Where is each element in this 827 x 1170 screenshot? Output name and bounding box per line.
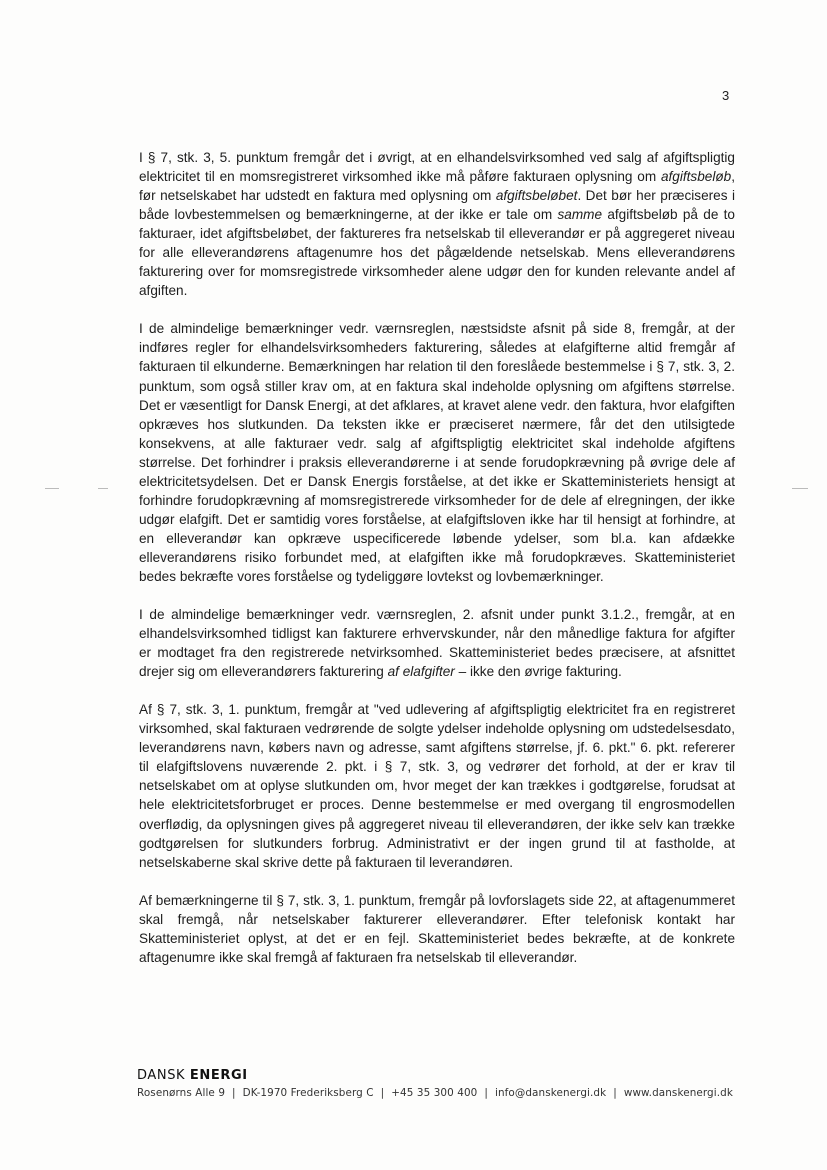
- footer-separator: |: [380, 1087, 385, 1099]
- paragraph-text: I § 7, stk. 3, 5. punktum fremgår det i øvrigt, at en elhandelsvirksomhed ved salg af afgiftspligtig elektricitet til en momsregistreret virksomhed ikke må påføre fakturaen oplysning om: [139, 150, 735, 185]
- paragraph-text: afgiftsbeløb på de to fakturaer, idet afgiftsbeløbet, der faktureres fra netselskab til elleverandør er på aggregeret niveau for alle elleverandørens aftagenumre hos det pågældende netselskab. Mens elleverandørens fakturering over for momsregistrede virksomheder alene udgør den for kunden relevante andel af afgiften.: [139, 207, 735, 299]
- scan-artifact: [792, 488, 808, 489]
- footer-email: info@danskenergi.dk: [494, 1087, 607, 1099]
- company-logo: [137, 1068, 737, 1083]
- body-paragraph: [139, 319, 735, 586]
- letterhead-footer: [137, 1068, 737, 1099]
- paragraph-text: , før netselskabet har udstedt en faktura med oplysning om: [139, 169, 735, 204]
- body-paragraph: [139, 605, 735, 681]
- paragraph-text: . Det bør her præciseres i både lovbestemmelsen og bemærkningerne, at der ikke er tale om: [139, 188, 735, 223]
- emphasized-text: afgiftsbeløbet: [495, 188, 578, 204]
- scan-artifact: [98, 488, 108, 489]
- footer-website: www.danskenergi.dk: [623, 1087, 733, 1099]
- scan-artifact: [45, 488, 59, 489]
- emphasized-text: samme: [557, 207, 603, 223]
- footer-separator: |: [484, 1087, 488, 1099]
- paragraph-text: I de almindelige bemærkninger vedr. værnsreglen, næstsidste afsnit på side 8, fremgår, at der indføres regler for elhandelsvirksomheders fakturering, således at elafgifterne altid fremgår af fakturaen til elkunderne. Bemærkningen har relation til den foreslåede bestemmelse i § 7, stk. 3, 2. punktum, som også stiller krav om, at en faktura skal indeholde oplysning om afgiftens størrelse. Det er væsentligt for Dansk Energi, at det afklares, at kravet alene vedr. den faktura, hvor elafgiften opkræves hos slutkunden. Da teksten ikke er præciseret nærmere, får det den utilsigtede konsekvens, at alle fakturaer vedr. salg af afgiftspligtig elektricitet skal indeholde afgiftens størrelse. Det forhindrer i praksis elleverandørerne i at sende forudopkrævning på øvrige dele af elektricitetsydelsen. Det er Dansk Energis forståelse, at det ikke er Skatteministeriets hensigt at forhindre forudopkrævning af momsregistrerede virksomheder for de dele af elregningen, der ikke udgør elafgift. Det er samtidig vores forståelse, at elafgiftsloven ikke har til hensigt at forhindre, at en elleverandør kan opkræve uspecificerede løbende ydelser, som bl.a. kan afdække elleverandørens risiko forbundet med, at elafgiften ikke må forudopkræves. Skatteministeriet bedes bekræfte vores forståelse og tydeliggøre lovtekst og lovbemærkninger.: [139, 321, 735, 584]
- footer-separator: |: [613, 1087, 617, 1099]
- body-paragraph: [139, 891, 735, 967]
- footer-phone: +45 35 300 400: [391, 1087, 478, 1099]
- footer-separator: |: [232, 1087, 236, 1099]
- paragraph-text: – ikke den øvrige fakturing.: [454, 664, 622, 680]
- brand-word-energi: ENERGI: [189, 1068, 248, 1083]
- body-paragraph: [139, 700, 735, 871]
- footer-address: Rosenørns Alle 9: [137, 1087, 226, 1099]
- footer-city: DK-1970 Frederiksberg C: [242, 1087, 374, 1099]
- contact-line: [137, 1087, 737, 1099]
- paragraph-text: I de almindelige bemærkninger vedr. værnsreglen, 2. afsnit under punkt 3.1.2., fremgår, at en elhandelsvirksomhed tidligst kan fakturere erhvervskunder, når den månedlige faktura for afgifter er modtaget fra den registrerede netvirksomhed. Skatteministeriet bedes præcisere, at afsnittet drejer sig om elleverandørers fakturering: [139, 607, 735, 680]
- emphasized-text: afgiftsbeløb: [660, 169, 732, 185]
- brand-word-dansk: DANSK: [137, 1068, 190, 1083]
- paragraph-text: Af bemærkningerne til § 7, stk. 3, 1. punktum, fremgår på lovforslagets side 22, at aftagenummeret skal fremgå, når netselskaber fakturerer elleverandører. Efter telefonisk kontakt har Skatteministeriet oplyst, at det er en fejl. Skatteministeriet bedes bekræfte, at de konkrete aftagenumre ikke skal fremgå af fakturaen fra netselskab til elleverandør.: [139, 892, 735, 965]
- paragraph-text: Af § 7, stk. 3, 1. punktum, fremgår at "ved udlevering af afgiftspligtig elektricitet fra en registreret virksomhed, skal fakturaen vedrørende de solgte ydelser indeholde oplysning om udstedelsesdato, leverandørens navn, købers navn og adresse, samt afgiftens størrelse, jf. 6. pkt." 6. pkt. refererer til elafgiftslovens nuværende 2. pkt. i § 7, stk. 3, og vedrører det forhold, at der er krav til netselskabet om at oplyse slutkunden om, hvor meget der kan trækkes i godtgørelse, forudsat at hele elektricitetsforbruget er proces. Denne bestemmelse er med overgang til engrosmodellen overflødig, da oplysningen gives på aggregeret niveau til elleverandøren, der ikke selv kan trække godtgørelsen for slutkunders forbrug. Administrativt er der ingen grund til at fastholde, at netselskaberne skal skrive dette på fakturaen til leverandøren.: [139, 702, 735, 870]
- letter-body: [139, 148, 735, 986]
- emphasized-text: af elafgifter: [387, 664, 455, 680]
- page-number: 3: [722, 88, 730, 103]
- body-paragraph: [139, 148, 735, 300]
